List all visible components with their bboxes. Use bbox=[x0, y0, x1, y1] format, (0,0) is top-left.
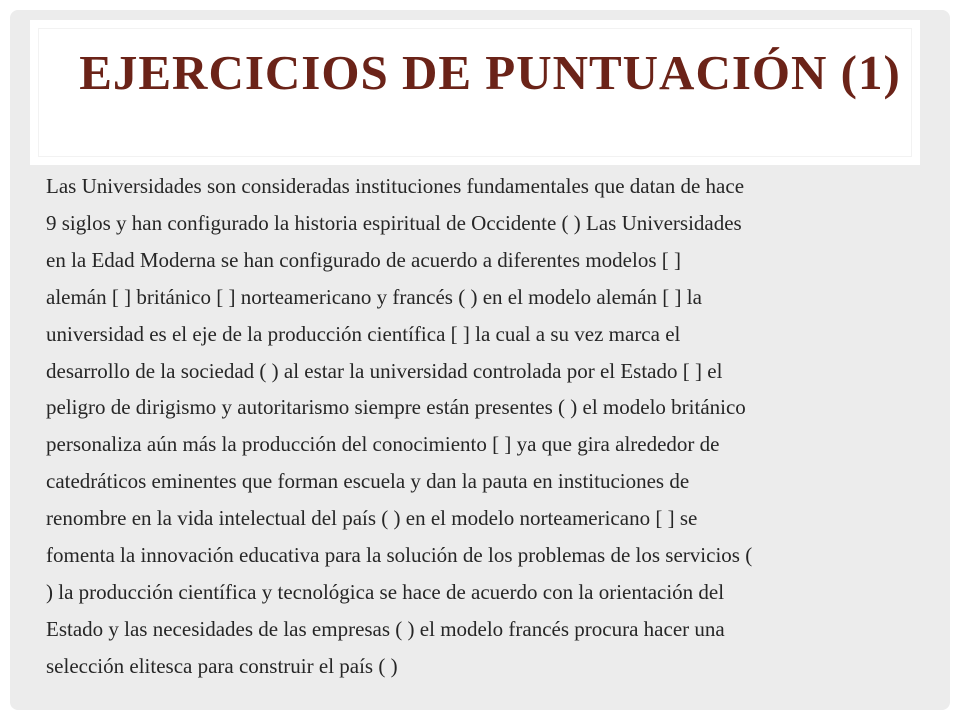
slide-title: EJERCICIOS DE PUNTUACIÓN (1) bbox=[79, 45, 901, 100]
body-line: peligro de dirigismo y autoritarismo siempre están presentes ( ) el modelo británico bbox=[46, 395, 746, 420]
body-line: universidad es el eje de la producción científica [ ] la cual a su vez marca el bbox=[46, 321, 681, 346]
body-line: desarrollo de la sociedad ( ) al estar la universidad controlada por el Estado [ ] el bbox=[46, 358, 723, 383]
body-line: personaliza aún más la producción del conocimiento [ ] ya que gira alrededor de bbox=[46, 432, 720, 457]
body-line: en la Edad Moderna se han configurado de acuerdo a diferentes modelos [ ] bbox=[46, 247, 681, 272]
body-line: Estado y las necesidades de las empresas ( ) el modelo francés procura hacer una bbox=[46, 616, 725, 641]
body-line: fomenta la innovación educativa para la solución de los problemas de los servicios ( bbox=[46, 543, 753, 568]
body-line: selección elitesca para construir el país ( ) bbox=[46, 653, 398, 678]
body-line: catedráticos eminentes que forman escuela y dan la pauta en instituciones de bbox=[46, 469, 690, 494]
body-line: alemán [ ] británico [ ] norteamericano y francés ( ) en el modelo alemán [ ] la bbox=[46, 284, 702, 309]
body-line: Las Universidades son consideradas instituciones fundamentales que datan de hace bbox=[46, 174, 745, 198]
body-line: 9 siglos y han configurado la historia espiritual de Occidente ( ) Las Universidades bbox=[46, 210, 742, 235]
body-text bbox=[46, 168, 958, 685]
body-line: ) la producción científica y tecnológica se hace de acuerdo con la orientación del bbox=[46, 579, 725, 604]
body-line: renombre en la vida intelectual del país ( ) en el modelo norteamericano [ ] se bbox=[46, 506, 698, 531]
